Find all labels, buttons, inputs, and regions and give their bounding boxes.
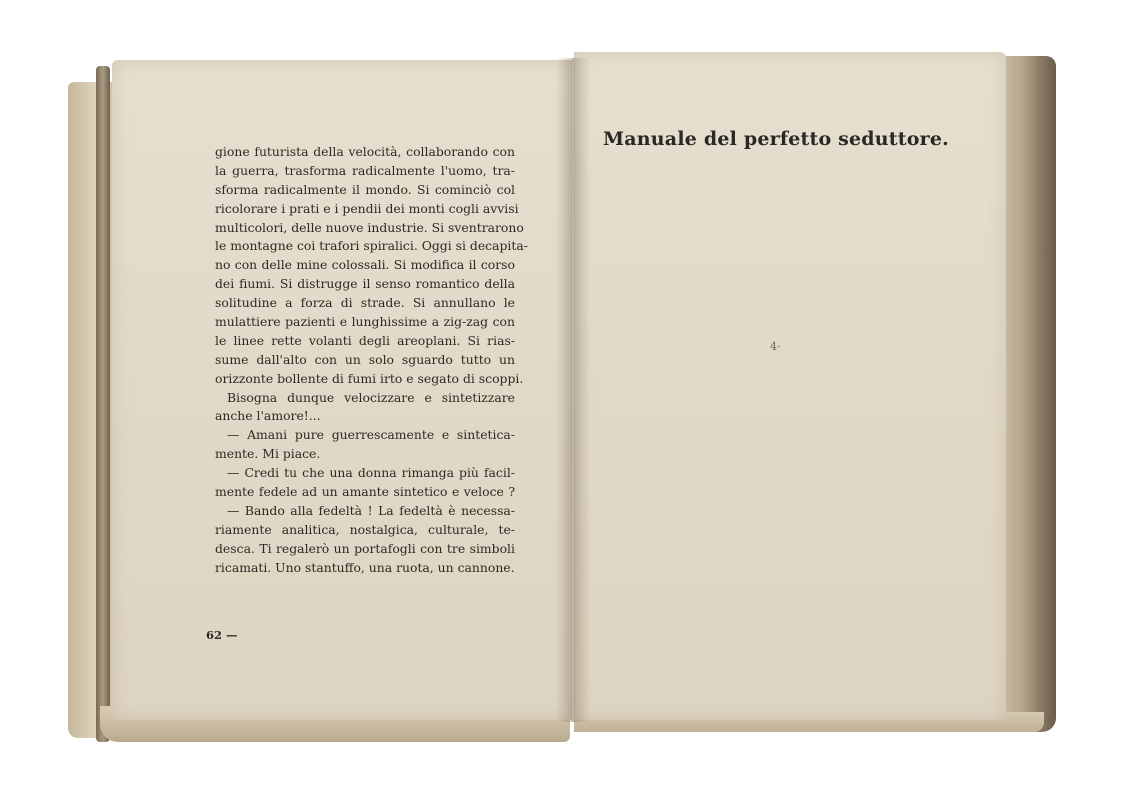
chapter-title: Manuale del perfetto seduttore. [603,128,949,150]
text-line: ricolorare i prati e i pendii dei monti cogli avvisi [215,200,519,216]
text-line: Bisogna dunque velocizzare e sintetizzare [227,389,515,405]
text-line: dei fiumi. Si distrugge il senso romantico della [215,276,515,292]
text-line: le linee rette volanti degli areoplani. Si rias- [215,332,515,348]
left-page-text [215,143,528,577]
text-line: riamente analitica, nostalgica, culturale, te- [215,521,515,537]
text-line: la guerra, trasforma radicalmente l'uomo, tra- [215,162,515,178]
left-binding-edge [96,66,110,742]
text-line: — Bando alla fedeltà ! La fedeltà è necessa- [227,502,515,518]
book-gutter [556,58,590,722]
page-mark: 4· [770,340,781,353]
text-line: orizzonte bollente di fumi irto e segato di scoppi. [215,370,524,386]
text-line: mente. Mi piace. [215,446,321,462]
text-line: — Credi tu che una donna rimanga più facil- [227,465,515,481]
text-line: multicolori, delle nuove industrie. Si sventrarono [215,219,524,235]
text-line: desca. Ti regalerò un portafogli con tre simboli [215,540,515,556]
text-line: gione futurista della velocità, collaborando con [215,144,515,159]
text-line: anche l'amore!... [215,408,321,424]
text-line: sforma radicalmente il mondo. Si cominciò col [215,181,515,197]
text-line: solitudine a forza di strade. Si annullano le [215,295,515,311]
text-line: — Amani pure guerrescamente e sinteticа- [227,427,515,443]
right-page-stack [1000,56,1056,732]
text-line: mente fedele ad un amante sintetico e veloce ? [215,484,515,500]
text-line: mulattiere pazienti e lunghissime a zig-zag con [215,314,515,330]
text-line: le montagne coi trafori spiralici. Oggi si decapita- [215,238,528,254]
text-line: ricamati. Uno stantuffo, una ruota, un cannone. [215,559,515,575]
right-page [574,52,1006,720]
text-line: sume dall'alto con un solo sguardo tutto un [215,351,515,367]
page-number: 62 — [206,628,238,642]
text-line: no con delle mine colossali. Si modifica il corso [215,257,515,273]
